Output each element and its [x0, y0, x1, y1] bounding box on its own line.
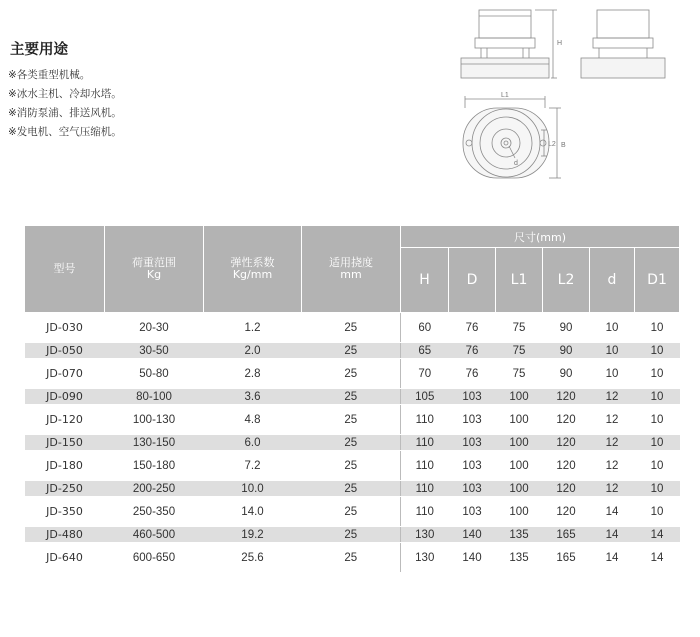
- cell-model: JD-120: [25, 405, 105, 435]
- cell-deflection: 25: [302, 389, 401, 405]
- header-dim-d1: D1: [635, 248, 680, 313]
- cell-small-d: 10: [590, 343, 635, 359]
- cell-d1: 10: [635, 451, 680, 481]
- cell-spring-rate: 25.6: [204, 543, 302, 573]
- cell-h: 105: [401, 389, 449, 405]
- cell-load-range: 130-150: [105, 435, 204, 451]
- header-dimensions: 尺寸(mm): [401, 226, 680, 248]
- cell-spring-rate: 2.8: [204, 359, 302, 389]
- cell-deflection: 25: [302, 343, 401, 359]
- header-load-range: [105, 226, 204, 313]
- front-view-drawing: [461, 10, 557, 78]
- cell-d1: 10: [635, 359, 680, 389]
- table-row: [25, 527, 680, 543]
- cell-deflection: 25: [302, 497, 401, 527]
- cell-deflection: 25: [302, 527, 401, 543]
- cell-d: 103: [449, 497, 496, 527]
- table-row: [25, 343, 680, 359]
- cell-l2: 90: [543, 313, 590, 343]
- cell-small-d: 10: [590, 359, 635, 389]
- cell-h: 110: [401, 435, 449, 451]
- cell-d: 140: [449, 527, 496, 543]
- cell-l2: 165: [543, 543, 590, 573]
- cell-h: 130: [401, 527, 449, 543]
- cell-small-d: 10: [590, 313, 635, 343]
- cell-deflection: 25: [302, 435, 401, 451]
- cell-l2: 120: [543, 451, 590, 481]
- cell-d: 76: [449, 343, 496, 359]
- header-dim-d: D: [449, 248, 496, 313]
- table-row: [25, 497, 680, 527]
- cell-l2: 120: [543, 497, 590, 527]
- cell-l1: 135: [496, 543, 543, 573]
- table-row: [25, 405, 680, 435]
- cell-l2: 120: [543, 405, 590, 435]
- header-spring-rate-unit: Kg/mm: [232, 268, 273, 281]
- use-item: ※各类重型机械。: [8, 69, 91, 81]
- cell-spring-rate: 6.0: [204, 435, 302, 451]
- uses-list: [8, 66, 122, 142]
- cell-d1: 10: [635, 389, 680, 405]
- cell-l2: 120: [543, 389, 590, 405]
- cell-spring-rate: 3.6: [204, 389, 302, 405]
- cell-l2: 120: [543, 481, 590, 497]
- cell-l2: 90: [543, 343, 590, 359]
- header-load-range-unit: Kg: [146, 268, 162, 281]
- table-row: [25, 451, 680, 481]
- side-view-drawing: [581, 10, 665, 78]
- cell-l1: 100: [496, 497, 543, 527]
- cell-model: JD-480: [25, 527, 105, 543]
- cell-load-range: 460-500: [105, 527, 204, 543]
- use-item: ※冰水主机、冷却水塔。: [8, 88, 122, 100]
- cell-model: JD-350: [25, 497, 105, 527]
- cell-load-range: 20-30: [105, 313, 204, 343]
- header-deflection-label: 适用挠度: [329, 256, 373, 269]
- spec-table: [24, 225, 680, 573]
- cell-h: 110: [401, 405, 449, 435]
- table-row: [25, 543, 680, 573]
- header-deflection-unit: mm: [340, 268, 362, 281]
- cell-model: JD-150: [25, 435, 105, 451]
- cell-d1: 10: [635, 343, 680, 359]
- cell-h: 110: [401, 451, 449, 481]
- label-l1: L1: [501, 92, 509, 99]
- cell-l2: 90: [543, 359, 590, 389]
- cell-model: JD-250: [25, 481, 105, 497]
- cell-load-range: 600-650: [105, 543, 204, 573]
- cell-l1: 75: [496, 359, 543, 389]
- header-deflection: [302, 226, 401, 313]
- cell-model: JD-070: [25, 359, 105, 389]
- cell-small-d: 14: [590, 497, 635, 527]
- label-b: B: [561, 142, 566, 149]
- label-l2: L2: [548, 141, 556, 148]
- cell-l2: 120: [543, 435, 590, 451]
- label-d: d: [514, 160, 518, 167]
- cell-small-d: 12: [590, 451, 635, 481]
- cell-deflection: 25: [302, 313, 401, 343]
- cell-d1: 14: [635, 527, 680, 543]
- cell-d: 140: [449, 543, 496, 573]
- cell-spring-rate: 4.8: [204, 405, 302, 435]
- cell-d1: 10: [635, 435, 680, 451]
- cell-model: JD-030: [25, 313, 105, 343]
- cell-deflection: 25: [302, 451, 401, 481]
- cell-h: 65: [401, 343, 449, 359]
- cell-spring-rate: 19.2: [204, 527, 302, 543]
- cell-l1: 100: [496, 451, 543, 481]
- cell-model: JD-050: [25, 343, 105, 359]
- cell-small-d: 12: [590, 389, 635, 405]
- header-dim-l1: L1: [496, 248, 543, 313]
- cell-d1: 10: [635, 405, 680, 435]
- cell-d: 103: [449, 481, 496, 497]
- cell-l1: 135: [496, 527, 543, 543]
- header-spring-rate-label: 弹性系数: [230, 256, 275, 269]
- cell-h: 70: [401, 359, 449, 389]
- cell-model: JD-180: [25, 451, 105, 481]
- header-model: 型号: [25, 226, 105, 313]
- cell-d1: 10: [635, 481, 680, 497]
- cell-load-range: 100-130: [105, 405, 204, 435]
- cell-l2: 165: [543, 527, 590, 543]
- cell-l1: 100: [496, 389, 543, 405]
- cell-d: 103: [449, 389, 496, 405]
- product-dimension-diagram: [445, 0, 700, 200]
- top-view-drawing: [463, 96, 561, 178]
- use-item: ※消防泵浦、排送风机。: [8, 107, 122, 119]
- cell-d: 103: [449, 435, 496, 451]
- cell-load-range: 80-100: [105, 389, 204, 405]
- page-title: 主要用途: [10, 42, 68, 58]
- header-dim-h: H: [401, 248, 449, 313]
- table-row: [25, 481, 680, 497]
- cell-load-range: 150-180: [105, 451, 204, 481]
- cell-h: 110: [401, 481, 449, 497]
- cell-load-range: 30-50: [105, 343, 204, 359]
- cell-deflection: 25: [302, 481, 401, 497]
- cell-spring-rate: 2.0: [204, 343, 302, 359]
- cell-spring-rate: 10.0: [204, 481, 302, 497]
- cell-model: JD-640: [25, 543, 105, 573]
- table-row: [25, 359, 680, 389]
- table-row: [25, 389, 680, 405]
- cell-d: 76: [449, 359, 496, 389]
- cell-d: 103: [449, 451, 496, 481]
- cell-l1: 75: [496, 343, 543, 359]
- cell-l1: 100: [496, 481, 543, 497]
- cell-deflection: 25: [302, 543, 401, 573]
- cell-d: 76: [449, 313, 496, 343]
- cell-load-range: 250-350: [105, 497, 204, 527]
- header-dim-small-d: d: [590, 248, 635, 313]
- cell-h: 110: [401, 497, 449, 527]
- cell-l1: 75: [496, 313, 543, 343]
- spec-table-body: [25, 313, 680, 573]
- cell-d1: 14: [635, 543, 680, 573]
- table-row: [25, 435, 680, 451]
- header-spring-rate: [204, 226, 302, 313]
- cell-model: JD-090: [25, 389, 105, 405]
- table-row: [25, 313, 680, 343]
- cell-load-range: 200-250: [105, 481, 204, 497]
- cell-h: 60: [401, 313, 449, 343]
- cell-d1: 10: [635, 497, 680, 527]
- cell-l1: 100: [496, 405, 543, 435]
- cell-l1: 100: [496, 435, 543, 451]
- cell-small-d: 14: [590, 527, 635, 543]
- cell-small-d: 14: [590, 543, 635, 573]
- header-dim-l2: L2: [543, 248, 590, 313]
- cell-small-d: 12: [590, 405, 635, 435]
- label-h: H: [557, 40, 563, 47]
- cell-spring-rate: 1.2: [204, 313, 302, 343]
- cell-h: 130: [401, 543, 449, 573]
- cell-deflection: 25: [302, 359, 401, 389]
- header-load-range-label: 荷重范围: [132, 256, 176, 269]
- cell-load-range: 50-80: [105, 359, 204, 389]
- cell-d: 103: [449, 405, 496, 435]
- use-item: ※发电机、空气压缩机。: [8, 126, 122, 138]
- cell-small-d: 12: [590, 435, 635, 451]
- cell-spring-rate: 7.2: [204, 451, 302, 481]
- cell-spring-rate: 14.0: [204, 497, 302, 527]
- cell-d1: 10: [635, 313, 680, 343]
- cell-deflection: 25: [302, 405, 401, 435]
- cell-small-d: 12: [590, 481, 635, 497]
